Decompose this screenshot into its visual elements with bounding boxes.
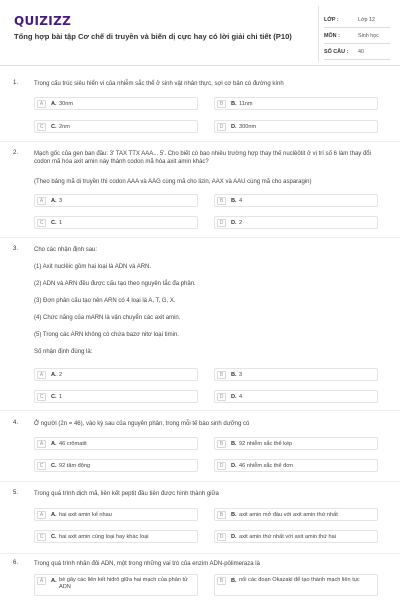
meta-row-subject: [324, 28, 390, 44]
option-label: A.: [51, 441, 57, 447]
question-prompt: Số nhận định đúng là:: [34, 349, 93, 355]
option-badge: C: [37, 219, 46, 227]
option-label: C.: [51, 463, 57, 469]
option-b[interactable]: [214, 508, 378, 521]
option-badge: B: [217, 511, 226, 519]
option-badge: B: [217, 577, 226, 585]
option-label: C.: [51, 534, 57, 540]
option-badge: B: [217, 197, 226, 205]
option-badge: D: [217, 462, 226, 470]
option-badge: A: [37, 100, 46, 108]
option-label: A.: [51, 512, 57, 518]
option-label: D.: [231, 463, 237, 469]
question-text: Trong quá trình nhân đôi ADN, một trong những vai trò của enzim ADN-pôlimeraza là: [34, 561, 260, 567]
option-text: 3: [239, 372, 243, 378]
option-label: D.: [231, 534, 237, 540]
option-text: 1: [59, 394, 63, 400]
option-label: D.: [231, 220, 237, 226]
meta-key: SỐ CÂU :: [324, 48, 349, 55]
meta-panel: [324, 12, 390, 60]
option-label: C.: [51, 124, 57, 130]
question-separator: [0, 237, 400, 238]
meta-row-class: [324, 12, 390, 28]
header-divider: [318, 6, 319, 62]
option-text: 2: [59, 372, 63, 378]
option-text: hai axit amin cùng loại hay khác loại: [59, 534, 149, 540]
option-badge: A: [37, 371, 46, 379]
option-text: 300nm: [239, 124, 257, 130]
meta-key: MÔN :: [324, 32, 340, 39]
option-text: 3: [59, 198, 63, 204]
question-number: 4.: [13, 420, 19, 426]
option-badge: B: [217, 371, 226, 379]
option-text: axit amin thứ nhất với axit amin thứ hai: [239, 534, 336, 540]
statement-4: (4) Chức năng của mARN là vận chuyển các axit amin.: [34, 315, 181, 321]
question-number: 5.: [13, 490, 19, 496]
option-badge: A: [37, 440, 46, 448]
option-d[interactable]: [214, 530, 378, 543]
option-b[interactable]: [214, 194, 378, 207]
option-label: A.: [51, 578, 57, 584]
option-a[interactable]: [34, 194, 198, 207]
option-text: 1: [59, 220, 63, 226]
option-label: C.: [51, 220, 57, 226]
option-a[interactable]: [34, 437, 198, 450]
meta-key: LỚP :: [324, 16, 339, 23]
question-number: 1.: [13, 80, 19, 86]
statement-2: (2) ADN và ARN đều được cấu tạo theo nguyên tắc đa phân.: [34, 281, 196, 287]
option-text: 2nm: [59, 124, 70, 130]
question-number: 3.: [13, 246, 19, 252]
option-c[interactable]: [34, 216, 198, 229]
option-c[interactable]: [34, 459, 198, 472]
option-text: 4: [239, 394, 243, 400]
option-label: C.: [51, 394, 57, 400]
question-note: (Theo bảng mã di truyền thì codon AAA và AAG cùng mã cho lizin, AAX và AAU cùng mã cho asparagin): [34, 179, 312, 185]
option-a[interactable]: [34, 97, 198, 110]
option-text: 46 nhiễm sắc thể đơn: [239, 463, 294, 469]
option-label: B.: [231, 512, 237, 518]
option-d[interactable]: [214, 120, 378, 133]
option-text: bẻ gãy các liên kết hiđrô giữa hai mạch của phân tử ADN: [59, 577, 188, 590]
option-d[interactable]: [214, 459, 378, 472]
option-label: B.: [231, 101, 237, 107]
option-badge: D: [217, 533, 226, 541]
meta-row-count: [324, 44, 390, 60]
option-text: 11nm: [239, 101, 253, 107]
option-c[interactable]: [34, 120, 198, 133]
question-separator: [0, 553, 400, 554]
option-b[interactable]: [214, 97, 378, 110]
statement-1: (1) Axit nuclêic gồm hai loại là ADN và ARN.: [34, 264, 152, 270]
option-badge: C: [37, 393, 46, 401]
option-label: B.: [231, 578, 237, 584]
option-label: A.: [51, 372, 57, 378]
option-badge: A: [37, 511, 46, 519]
option-badge: B: [217, 440, 226, 448]
option-label: D.: [231, 124, 237, 130]
option-badge: A: [37, 197, 46, 205]
option-label: B.: [231, 441, 237, 447]
option-text: 92 nhiễm sắc thể kép: [239, 441, 293, 447]
option-badge: A: [37, 577, 46, 585]
option-text: 46 crômatit: [59, 441, 87, 447]
option-badge: D: [217, 219, 226, 227]
option-label: D.: [231, 394, 237, 400]
question-text: Trong quá trình dịch mã, liên kết peptit đầu tiên được hình thành giữa: [34, 491, 219, 497]
option-label: A.: [51, 198, 57, 204]
option-c[interactable]: [34, 530, 198, 543]
question-text: Ở người (2n = 46), vào kỳ sau của nguyên phân, trong mỗi tế bào sinh dưỡng có: [34, 421, 250, 427]
option-a[interactable]: [34, 508, 198, 521]
option-d[interactable]: [214, 390, 378, 403]
option-badge: C: [37, 533, 46, 541]
question-separator: [0, 410, 400, 411]
question-text: Mạch gốc của gen ban đầu: 3' TAX TTX AAA... 5'. Cho biết có bao nhiêu trường hợp thay thế nuclêôtit ở vị trí số 6 làm thay đổi codon mã hóa axit amin này thành codon mã hóa axit amin khác?: [34, 151, 371, 165]
document-title: Tổng hợp bài tập Cơ chế di truyền và biến dị cực hay có lời giải chi tiết (P10): [14, 32, 292, 41]
option-badge: D: [217, 393, 226, 401]
option-badge: B: [217, 100, 226, 108]
question-number: 6.: [13, 560, 19, 566]
option-b[interactable]: [214, 368, 378, 381]
option-b[interactable]: [214, 437, 378, 450]
question-text: Trong cấu trúc siêu hiển vi của nhiễm sắc thể ở sinh vật nhân thực, sợi cơ bản có đường kính: [34, 81, 284, 87]
option-b[interactable]: [214, 574, 378, 596]
option-label: B.: [231, 372, 237, 378]
option-badge: C: [37, 123, 46, 131]
option-text: axit amin mở đầu với axit amin thứ nhất: [239, 512, 338, 518]
option-text: 2: [239, 220, 243, 226]
quizizz-logo[interactable]: QUIZIZZ: [14, 14, 72, 28]
option-text: 30nm: [59, 101, 73, 107]
question-separator: [0, 141, 400, 142]
question-number: 2.: [13, 150, 19, 156]
question-separator: [0, 481, 400, 482]
option-text: nối các đoạn Okazaki để tạo thành mạch liên tục: [239, 577, 360, 583]
option-text: 92 tâm động: [59, 463, 91, 469]
option-c[interactable]: [34, 390, 198, 403]
option-badge: D: [217, 123, 226, 131]
option-badge: C: [37, 462, 46, 470]
option-text: hai axit amin kế nhau: [59, 512, 112, 518]
meta-value: 40: [358, 48, 364, 55]
document-header: [0, 0, 400, 66]
option-a[interactable]: [34, 368, 198, 381]
option-label: A.: [51, 101, 57, 107]
meta-value: Sinh học: [358, 32, 379, 39]
statement-3: (3) Đơn phân cấu tạo nên ARN có 4 loại là A, T, G, X.: [34, 298, 176, 304]
option-text: 4: [239, 198, 243, 204]
question-text: Cho các nhận định sau:: [34, 247, 98, 253]
option-a[interactable]: [34, 574, 198, 596]
option-label: B.: [231, 198, 237, 204]
meta-value: Lớp 12: [358, 16, 376, 23]
statement-5: (5) Trong các ARN không có chứa bazơ nitơ loại timin.: [34, 332, 179, 338]
option-d[interactable]: [214, 216, 378, 229]
